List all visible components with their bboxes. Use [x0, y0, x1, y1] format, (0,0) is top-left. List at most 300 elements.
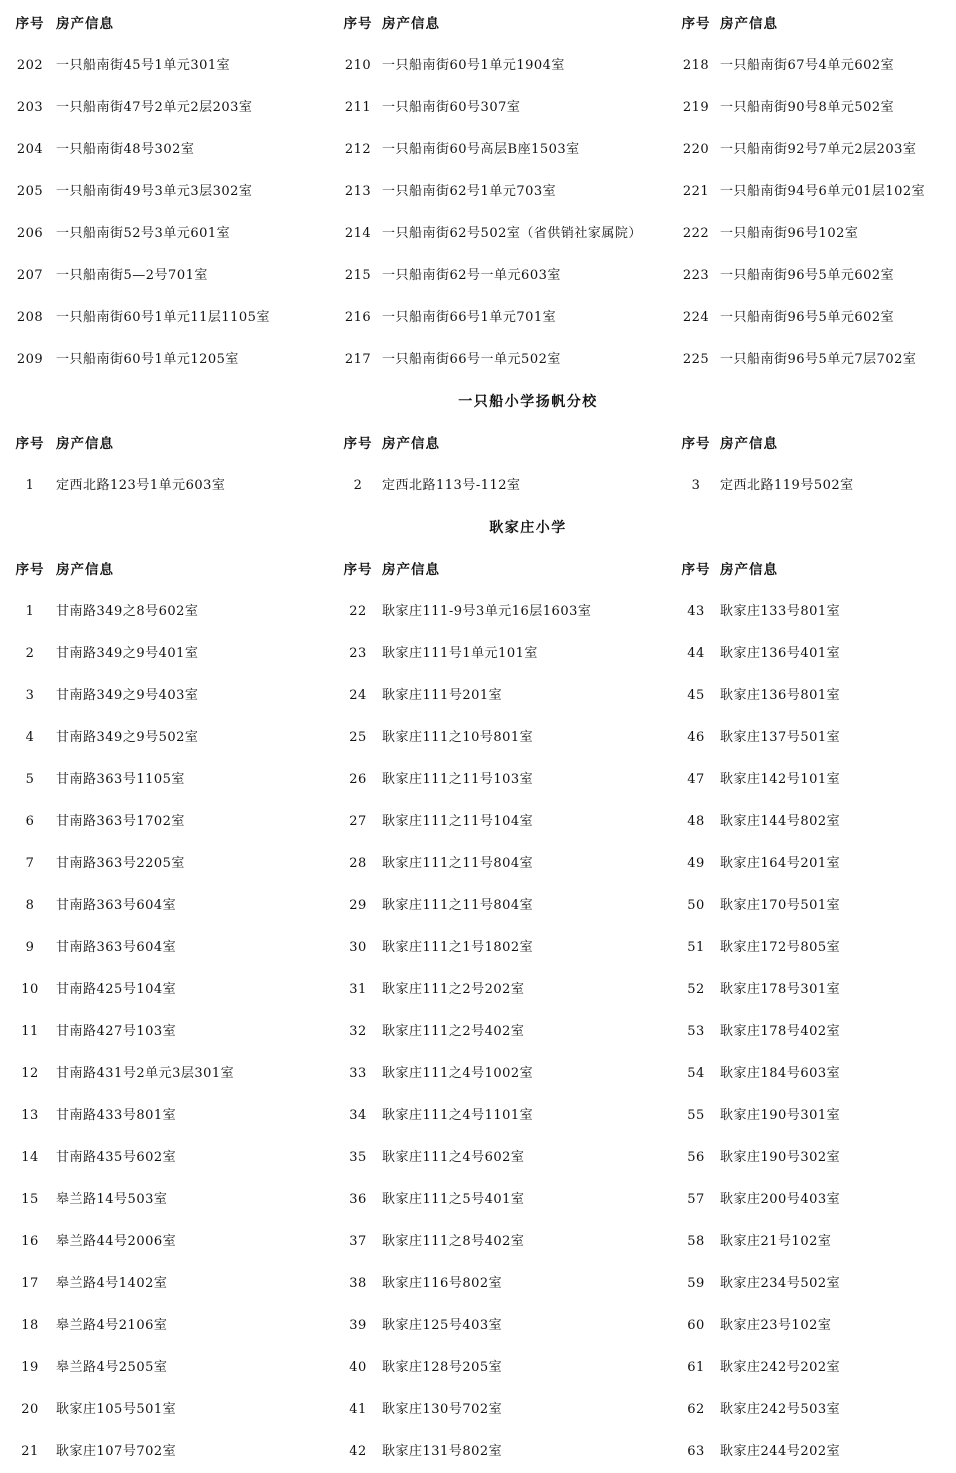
table-cell-group [0, 591, 330, 633]
property-address: 一只船南街60号1单元11层1105室 [56, 310, 270, 325]
serial-number: 206 [16, 226, 44, 241]
property-address: 耿家庄111之11号104室 [382, 814, 534, 829]
table-cell-group [668, 759, 956, 801]
property-address: 耿家庄111之11号804室 [382, 856, 534, 871]
property-address: 耿家庄164号201室 [720, 856, 841, 871]
serial-number: 5 [25, 772, 35, 787]
header-serial-number: 序号 [681, 16, 711, 32]
serial-number: 208 [16, 310, 44, 325]
serial-number: 205 [16, 184, 44, 199]
table-header [0, 423, 956, 465]
table-header [0, 3, 956, 45]
header-serial-number: 序号 [15, 436, 45, 452]
table-cell-group [330, 171, 668, 213]
serial-number: 14 [21, 1150, 39, 1165]
property-address: 耿家庄111之2号202室 [382, 982, 525, 997]
property-address: 一只船南街96号5单元7层702室 [720, 352, 917, 367]
header-property-info: 房产信息 [56, 436, 114, 452]
table-row [0, 1347, 956, 1389]
table-row [0, 885, 956, 927]
property-address: 耿家庄184号603室 [720, 1066, 841, 1081]
table-cell-group [668, 1347, 956, 1389]
property-address: 耿家庄200号403室 [720, 1192, 841, 1207]
table-cell-group [330, 87, 668, 129]
property-address: 一只船南街94号6单元01层102室 [720, 184, 926, 199]
section-title: 一只船小学扬帆分校 [458, 394, 598, 410]
serial-number: 216 [344, 310, 372, 325]
property-address: 耿家庄170号501室 [720, 898, 841, 913]
serial-number: 2 [25, 646, 35, 661]
property-address: 耿家庄242号503室 [720, 1402, 841, 1417]
table-cell-group [330, 129, 668, 171]
table-cell-group [0, 1305, 330, 1347]
property-address: 耿家庄144号802室 [720, 814, 841, 829]
property-address: 皋兰路4号2505室 [56, 1360, 168, 1375]
table-cell-group [0, 297, 330, 339]
property-address: 甘南路363号1702室 [56, 814, 185, 829]
property-address: 耿家庄234号502室 [720, 1276, 841, 1291]
property-address: 甘南路349之8号602室 [56, 604, 199, 619]
table-cell-group [668, 87, 956, 129]
header-serial-number: 序号 [681, 436, 711, 452]
table-row [0, 465, 956, 507]
table-cell-group [330, 969, 668, 1011]
serial-number: 18 [21, 1318, 39, 1333]
serial-number: 29 [349, 898, 367, 913]
table-cell-group [0, 87, 330, 129]
header-column [330, 423, 668, 465]
property-address: 一只船南街60号1单元1205室 [56, 352, 239, 367]
property-address: 甘南路425号104室 [56, 982, 177, 997]
serial-number: 6 [25, 814, 35, 829]
table-cell-group [668, 801, 956, 843]
table-cell-group [668, 591, 956, 633]
table-cell-group [668, 255, 956, 297]
serial-number: 220 [682, 142, 710, 157]
serial-number: 39 [349, 1318, 367, 1333]
table-row [0, 255, 956, 297]
property-address: 耿家庄190号302室 [720, 1150, 841, 1165]
table-cell-group [330, 465, 668, 507]
property-address: 耿家庄116号802室 [382, 1276, 503, 1291]
serial-number: 34 [349, 1108, 367, 1123]
header-column [0, 423, 330, 465]
serial-number: 31 [349, 982, 367, 997]
property-address: 甘南路349之9号403室 [56, 688, 199, 703]
serial-number: 50 [687, 898, 705, 913]
serial-number: 3 [25, 688, 35, 703]
serial-number: 36 [349, 1192, 367, 1207]
property-address: 耿家庄111之11号103室 [382, 772, 534, 787]
table-cell-group [0, 885, 330, 927]
serial-number: 37 [349, 1234, 367, 1249]
table-cell-group [0, 675, 330, 717]
property-address: 一只船南街60号1单元1904室 [382, 58, 565, 73]
serial-number: 53 [687, 1024, 705, 1039]
section-title: 耿家庄小学 [489, 520, 567, 536]
table-row [0, 927, 956, 969]
serial-number: 223 [682, 268, 710, 283]
serial-number: 51 [687, 940, 705, 955]
property-address: 定西北路123号1单元603室 [56, 478, 226, 493]
table-cell-group [330, 1347, 668, 1389]
serial-number: 24 [349, 688, 367, 703]
property-address: 耿家庄142号101室 [720, 772, 841, 787]
header-column [0, 549, 330, 591]
table-cell-group [668, 717, 956, 759]
property-address: 耿家庄128号205室 [382, 1360, 503, 1375]
serial-number: 13 [21, 1108, 39, 1123]
property-address: 一只船南街66号一单元502室 [382, 352, 561, 367]
table-cell-group [668, 1263, 956, 1305]
serial-number: 49 [687, 856, 705, 871]
header-property-info: 房产信息 [56, 16, 114, 32]
table-cell-group [330, 213, 668, 255]
serial-number: 22 [349, 604, 367, 619]
header-serial-number: 序号 [343, 436, 373, 452]
serial-number: 202 [16, 58, 44, 73]
table-cell-group [330, 339, 668, 381]
serial-number: 40 [349, 1360, 367, 1375]
table-cell-group [330, 1011, 668, 1053]
table-cell-group [330, 1305, 668, 1347]
property-address: 耿家庄178号301室 [720, 982, 841, 997]
table-cell-group [668, 1053, 956, 1095]
property-address: 一只船南街45号1单元301室 [56, 58, 231, 73]
serial-number: 28 [349, 856, 367, 871]
table-cell-group [0, 843, 330, 885]
serial-number: 1 [25, 478, 35, 493]
property-address: 甘南路363号604室 [56, 940, 177, 955]
property-address: 一只船南街48号302室 [56, 142, 195, 157]
table-cell-group [0, 801, 330, 843]
serial-number: 10 [21, 982, 39, 997]
property-address: 耿家庄242号202室 [720, 1360, 841, 1375]
property-address: 耿家庄178号402室 [720, 1024, 841, 1039]
table-row [0, 591, 956, 633]
table-cell-group [330, 45, 668, 87]
serial-number: 204 [16, 142, 44, 157]
table-row [0, 1305, 956, 1347]
property-address: 耿家庄111之4号1101室 [382, 1108, 534, 1123]
serial-number: 41 [349, 1402, 367, 1417]
table-cell-group [330, 1431, 668, 1473]
header-property-info: 房产信息 [382, 16, 440, 32]
property-address: 耿家庄111号201室 [382, 688, 503, 703]
table-cell-group [0, 1179, 330, 1221]
header-property-info: 房产信息 [720, 436, 778, 452]
property-address: 甘南路427号103室 [56, 1024, 177, 1039]
serial-number: 62 [687, 1402, 705, 1417]
serial-number: 26 [349, 772, 367, 787]
table-cell-group [0, 1221, 330, 1263]
serial-number: 59 [687, 1276, 705, 1291]
property-address: 一只船南街67号4单元602室 [720, 58, 895, 73]
table-row [0, 843, 956, 885]
header-serial-number: 序号 [343, 16, 373, 32]
serial-number: 213 [344, 184, 372, 199]
header-serial-number: 序号 [343, 562, 373, 578]
table-cell-group [330, 885, 668, 927]
table-row [0, 1389, 956, 1431]
table-cell-group [330, 1389, 668, 1431]
serial-number: 35 [349, 1150, 367, 1165]
table-row [0, 759, 956, 801]
serial-number: 63 [687, 1444, 705, 1459]
table-cell-group [0, 759, 330, 801]
table-cell-group [330, 297, 668, 339]
serial-number: 48 [687, 814, 705, 829]
table-cell-group [0, 45, 330, 87]
serial-number: 209 [16, 352, 44, 367]
table-header [0, 549, 956, 591]
table-row [0, 1263, 956, 1305]
property-address: 耿家庄23号102室 [720, 1318, 832, 1333]
serial-number: 224 [682, 310, 710, 325]
serial-number: 219 [682, 100, 710, 115]
serial-number: 12 [21, 1066, 39, 1081]
table-cell-group [330, 1179, 668, 1221]
serial-number: 52 [687, 982, 705, 997]
header-property-info: 房产信息 [720, 16, 778, 32]
table-row [0, 297, 956, 339]
serial-number: 222 [682, 226, 710, 241]
header-column [330, 549, 668, 591]
property-address: 定西北路119号502室 [720, 478, 854, 493]
serial-number: 214 [344, 226, 372, 241]
table-cell-group [330, 843, 668, 885]
property-address: 皋兰路4号1402室 [56, 1276, 168, 1291]
table-row [0, 717, 956, 759]
table-cell-group [0, 465, 330, 507]
table-row [0, 969, 956, 1011]
table-row [0, 801, 956, 843]
property-address: 耿家庄105号501室 [56, 1402, 177, 1417]
table-cell-group [668, 843, 956, 885]
serial-number: 7 [25, 856, 35, 871]
table-row [0, 675, 956, 717]
header-property-info: 房产信息 [720, 562, 778, 578]
serial-number: 38 [349, 1276, 367, 1291]
property-address: 耿家庄136号801室 [720, 688, 841, 703]
property-address: 皋兰路14号503室 [56, 1192, 168, 1207]
header-column [668, 423, 956, 465]
property-address: 一只船南街49号3单元3层302室 [56, 184, 253, 199]
property-address: 耿家庄111之10号801室 [382, 730, 534, 745]
property-address: 甘南路363号604室 [56, 898, 177, 913]
property-address: 耿家庄111-9号3单元16层1603室 [382, 604, 592, 619]
table-cell-group [668, 885, 956, 927]
table-row [0, 1431, 956, 1473]
table-row [0, 213, 956, 255]
table-cell-group [668, 1137, 956, 1179]
property-address: 耿家庄111之5号401室 [382, 1192, 525, 1207]
table-cell-group [0, 129, 330, 171]
property-address: 一只船南街62号502室（省供销社家属院） [382, 226, 642, 241]
property-address: 一只船南街96号102室 [720, 226, 859, 241]
header-column [330, 3, 668, 45]
property-address: 耿家庄137号501室 [720, 730, 841, 745]
header-serial-number: 序号 [15, 16, 45, 32]
table-cell-group [668, 213, 956, 255]
table-cell-group [668, 339, 956, 381]
serial-number: 30 [349, 940, 367, 955]
table-cell-group [330, 717, 668, 759]
serial-number: 20 [21, 1402, 39, 1417]
property-address: 一只船南街47号2单元2层203室 [56, 100, 253, 115]
table-cell-group [668, 171, 956, 213]
table-row [0, 171, 956, 213]
property-address: 耿家庄111之11号804室 [382, 898, 534, 913]
table-cell-group [0, 717, 330, 759]
table-cell-group [668, 969, 956, 1011]
property-address: 一只船南街92号7单元2层203室 [720, 142, 917, 157]
serial-number: 23 [349, 646, 367, 661]
property-address: 甘南路435号602室 [56, 1150, 177, 1165]
table-cell-group [668, 45, 956, 87]
header-column [668, 549, 956, 591]
header-property-info: 房产信息 [56, 562, 114, 578]
serial-number: 42 [349, 1444, 367, 1459]
property-address: 耿家庄125号403室 [382, 1318, 503, 1333]
serial-number: 33 [349, 1066, 367, 1081]
table-cell-group [330, 1137, 668, 1179]
serial-number: 203 [16, 100, 44, 115]
serial-number: 4 [25, 730, 35, 745]
serial-number: 43 [687, 604, 705, 619]
table-cell-group [0, 1011, 330, 1053]
table-cell-group [330, 675, 668, 717]
table-cell-group [668, 927, 956, 969]
property-address: 耿家庄111之4号602室 [382, 1150, 525, 1165]
table-cell-group [668, 1011, 956, 1053]
property-address: 皋兰路44号2006室 [56, 1234, 177, 1249]
property-address: 一只船南街52号3单元601室 [56, 226, 231, 241]
serial-number: 32 [349, 1024, 367, 1039]
table-cell-group [668, 465, 956, 507]
table-cell-group [0, 339, 330, 381]
table-row [0, 339, 956, 381]
serial-number: 57 [687, 1192, 705, 1207]
property-address: 皋兰路4号2106室 [56, 1318, 168, 1333]
table-row [0, 87, 956, 129]
serial-number: 2 [353, 478, 363, 493]
property-address: 耿家庄133号801室 [720, 604, 841, 619]
serial-number: 3 [691, 478, 701, 493]
table-cell-group [330, 1095, 668, 1137]
table-cell-group [0, 255, 330, 297]
property-address: 一只船南街60号高层B座1503室 [382, 142, 580, 157]
serial-number: 218 [682, 58, 710, 73]
serial-number: 215 [344, 268, 372, 283]
serial-number: 47 [687, 772, 705, 787]
table-cell-group [0, 633, 330, 675]
table-cell-group [668, 1389, 956, 1431]
serial-number: 212 [344, 142, 372, 157]
table-row [0, 1221, 956, 1263]
table-cell-group [668, 1221, 956, 1263]
table-cell-group [0, 927, 330, 969]
serial-number: 55 [687, 1108, 705, 1123]
property-address: 一只船南街96号5单元602室 [720, 310, 895, 325]
serial-number: 17 [21, 1276, 39, 1291]
table-row [0, 45, 956, 87]
table-row [0, 1053, 956, 1095]
property-address: 定西北路113号-112室 [382, 478, 521, 493]
table-cell-group [330, 1221, 668, 1263]
header-property-info: 房产信息 [382, 436, 440, 452]
serial-number: 221 [682, 184, 710, 199]
property-address: 耿家庄111号1单元101室 [382, 646, 538, 661]
serial-number: 45 [687, 688, 705, 703]
table-cell-group [668, 1095, 956, 1137]
property-address: 一只船南街62号一单元603室 [382, 268, 561, 283]
table-row [0, 1179, 956, 1221]
serial-number: 44 [687, 646, 705, 661]
serial-number: 207 [16, 268, 44, 283]
header-serial-number: 序号 [681, 562, 711, 578]
table-cell-group [330, 633, 668, 675]
serial-number: 25 [349, 730, 367, 745]
property-address: 耿家庄107号702室 [56, 1444, 177, 1459]
table-row [0, 633, 956, 675]
table-cell-group [668, 1179, 956, 1221]
table-cell-group [0, 1431, 330, 1473]
property-address: 一只船南街5—2号701室 [56, 268, 208, 283]
serial-number: 16 [21, 1234, 39, 1249]
property-address: 耿家庄111之1号1802室 [382, 940, 534, 955]
property-address: 一只船南街62号1单元703室 [382, 184, 557, 199]
serial-number: 27 [349, 814, 367, 829]
serial-number: 9 [25, 940, 35, 955]
table-cell-group [0, 1389, 330, 1431]
table-cell-group [330, 801, 668, 843]
table-cell-group [0, 213, 330, 255]
table-cell-group [330, 591, 668, 633]
property-address: 甘南路349之9号401室 [56, 646, 199, 661]
property-address: 甘南路363号2205室 [56, 856, 185, 871]
table-cell-group [330, 255, 668, 297]
table-cell-group [330, 759, 668, 801]
serial-number: 8 [25, 898, 35, 913]
property-address: 耿家庄111之8号402室 [382, 1234, 525, 1249]
property-address: 耿家庄130号702室 [382, 1402, 503, 1417]
serial-number: 225 [682, 352, 710, 367]
table-cell-group [330, 1053, 668, 1095]
table-row [0, 1137, 956, 1179]
property-address: 耿家庄136号401室 [720, 646, 841, 661]
table-row [0, 1011, 956, 1053]
header-column [668, 3, 956, 45]
table-cell-group [0, 1137, 330, 1179]
serial-number: 58 [687, 1234, 705, 1249]
table-row [0, 1095, 956, 1137]
serial-number: 11 [21, 1024, 39, 1039]
serial-number: 210 [344, 58, 372, 73]
table-cell-group [668, 297, 956, 339]
serial-number: 217 [344, 352, 372, 367]
table-cell-group [668, 1305, 956, 1347]
property-address: 一只船南街96号5单元602室 [720, 268, 895, 283]
property-address: 耿家庄172号805室 [720, 940, 841, 955]
table-cell-group [330, 927, 668, 969]
property-address: 甘南路433号801室 [56, 1108, 177, 1123]
serial-number: 56 [687, 1150, 705, 1165]
table-cell-group [330, 1263, 668, 1305]
header-serial-number: 序号 [15, 562, 45, 578]
serial-number: 54 [687, 1066, 705, 1081]
header-property-info: 房产信息 [382, 562, 440, 578]
